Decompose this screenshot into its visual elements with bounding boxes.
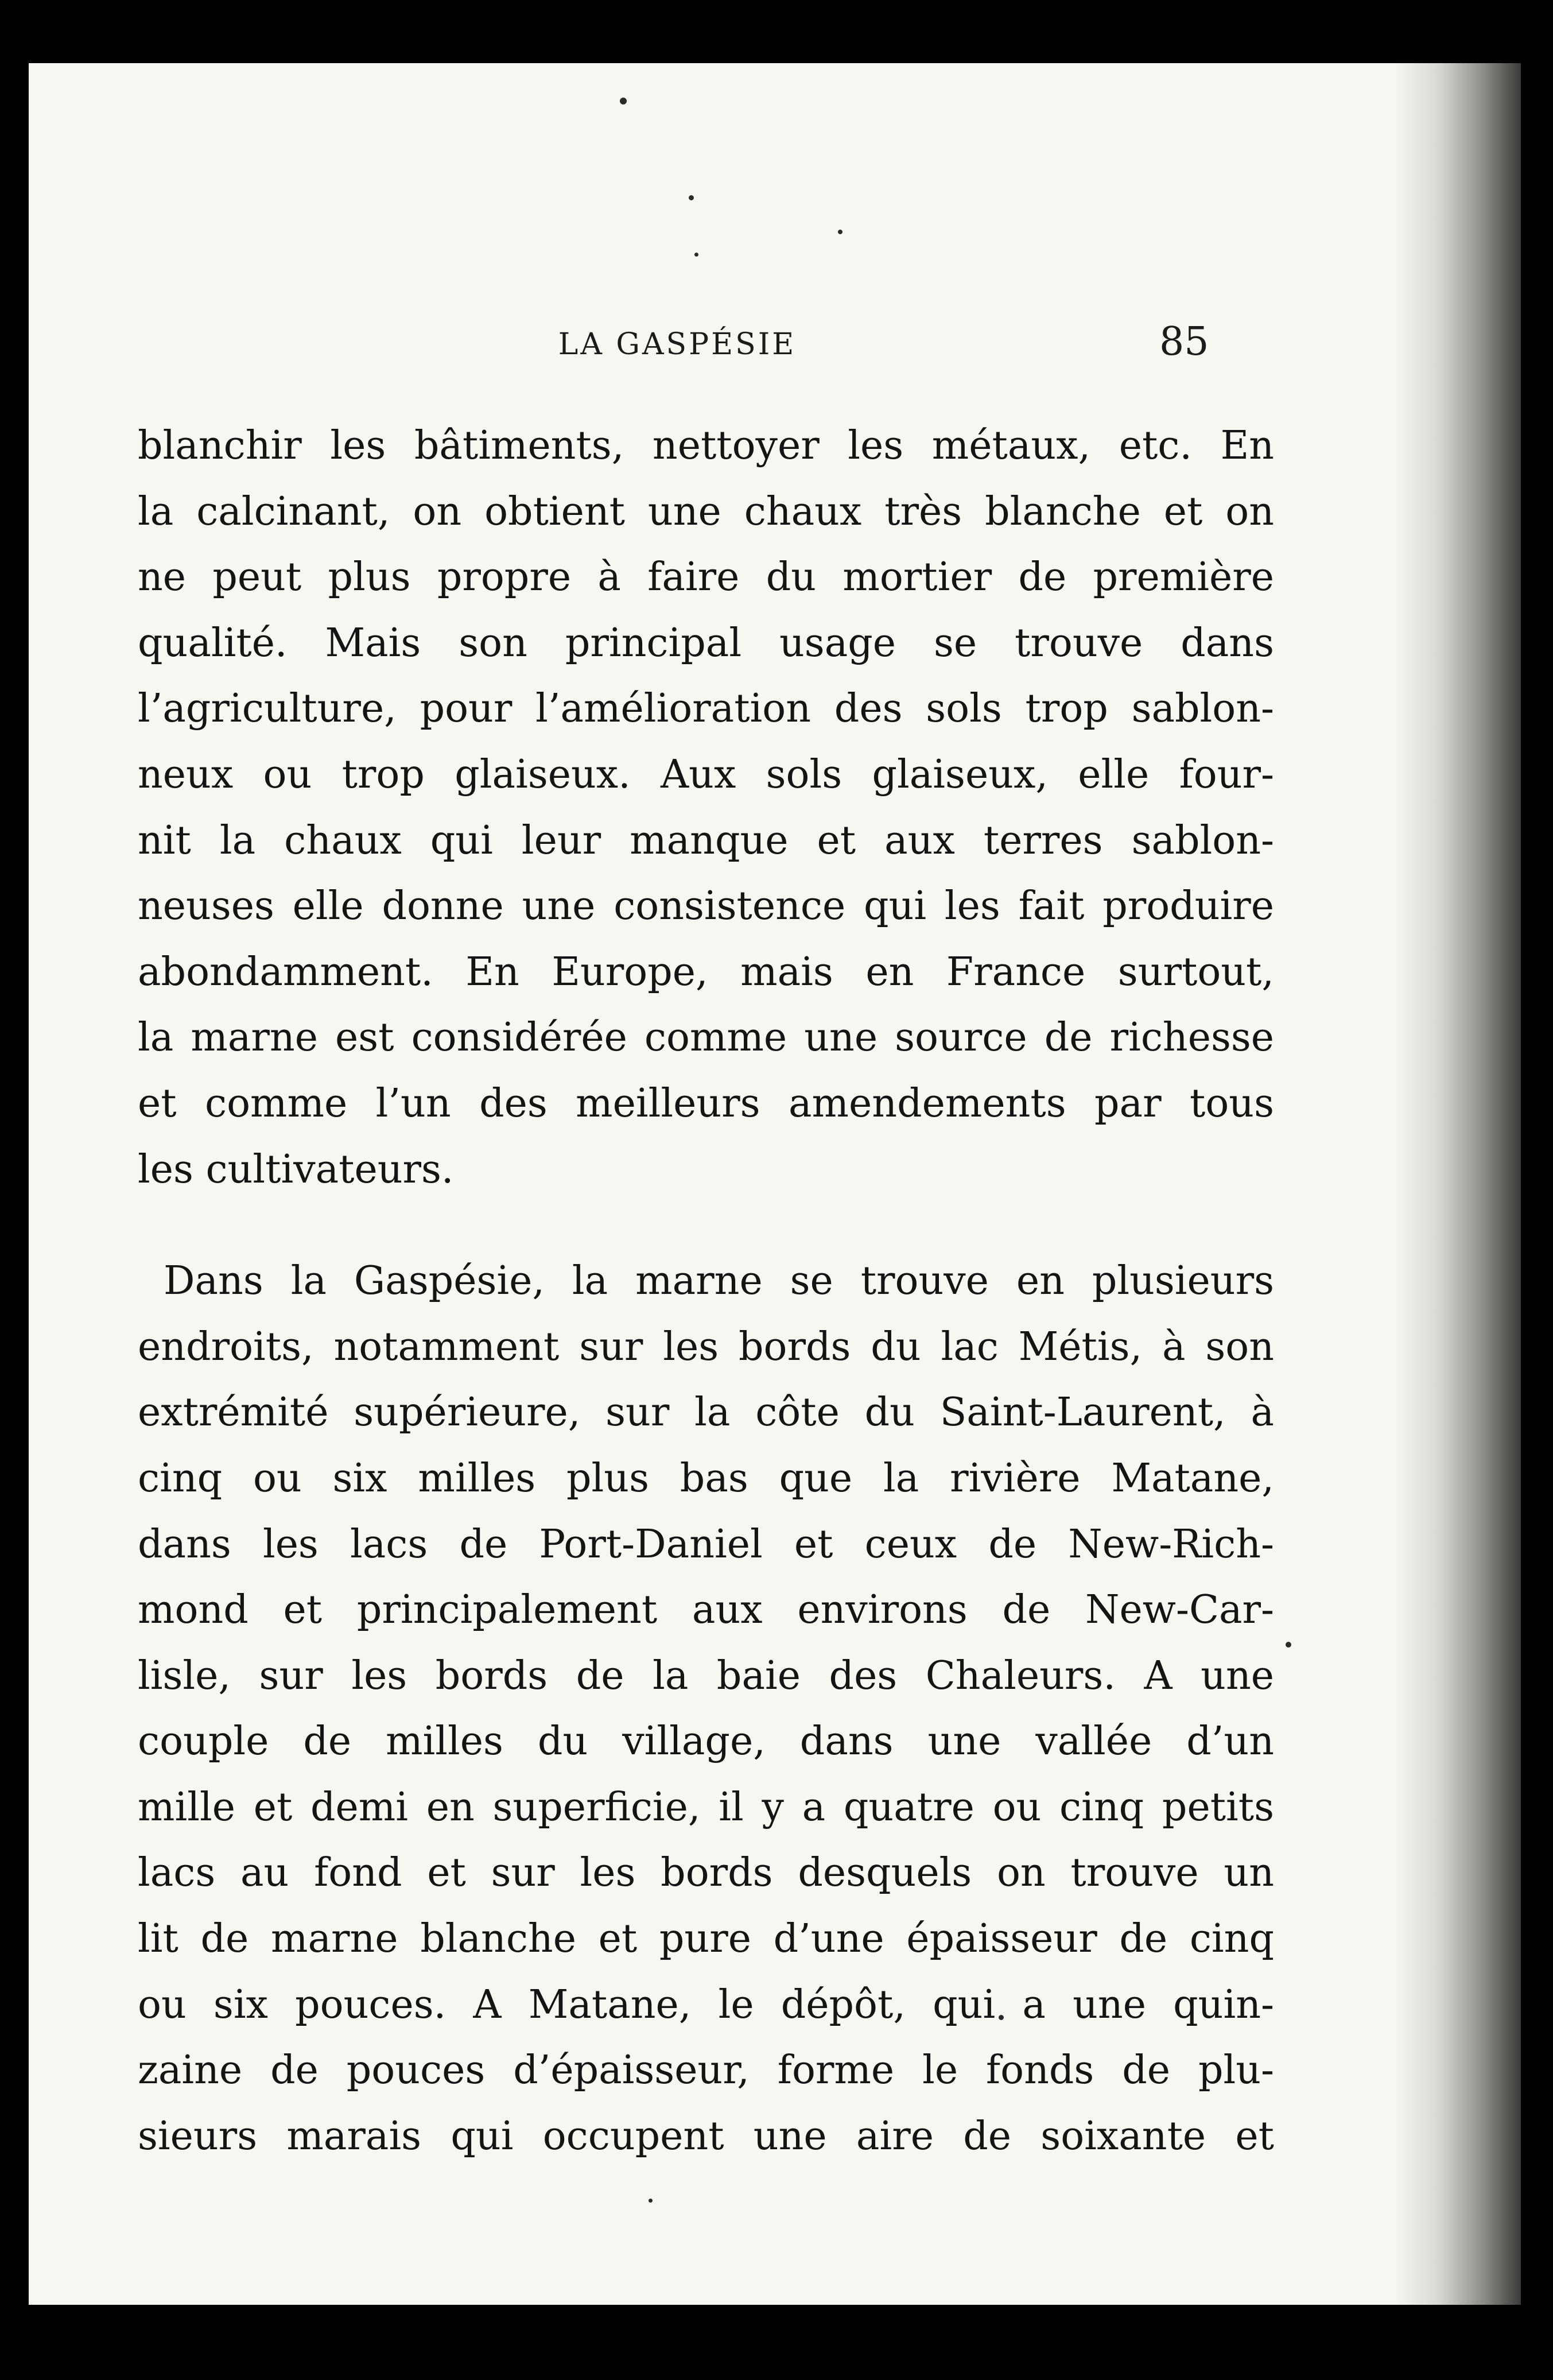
paragraph-1: [138, 413, 1274, 1203]
text-line: cinq ou six milles plus bas que la rivière Matane,: [138, 1455, 1274, 1501]
text-line: ne peut plus propre à faire du mortier de première: [138, 555, 1274, 600]
text-line: abondamment. En Europe, mais en France surtout,: [138, 949, 1274, 995]
text-line: dans les lacs de Port-Daniel et ceux de New-Rich-: [138, 1521, 1274, 1567]
page-number: 85: [1159, 319, 1209, 365]
text-line: qualité. Mais son principal usage se trouve dans: [138, 620, 1274, 666]
text-line: zaine de pouces d’épaisseur, forme le fonds de plu-: [138, 2048, 1274, 2094]
ink-speck: [620, 98, 627, 104]
text-line: ou six pouces. A Matane, le dépôt, qui a une quin-: [138, 1982, 1274, 2028]
book-page: [29, 63, 1521, 2305]
text-line: blanchir les bâtiments, nettoyer les métaux, etc. En: [138, 423, 1274, 468]
text-line: lit de marne blanche et pure d’une épaisseur de cinq: [138, 1916, 1274, 1962]
paragraph-2: [138, 1249, 1274, 2169]
ink-speck: [689, 195, 694, 200]
text-line: les cultivateurs.: [138, 1146, 454, 1192]
running-title: LA GASPÉSIE: [558, 327, 797, 362]
text-line: Dans la Gaspésie, la marne se trouve en plusieurs: [164, 1258, 1274, 1304]
text-line: extrémité supérieure, sur la côte du Saint-Laurent, à: [138, 1390, 1274, 1436]
text-line: lacs au fond et sur les bords desquels on trouve un: [138, 1850, 1274, 1896]
text-line: mille et demi en superficie, il y a quatre ou cinq petits: [138, 1784, 1274, 1830]
text-line: mond et principalement aux environs de New-Car-: [138, 1587, 1274, 1633]
text-line: couple de milles du village, dans une vallée d’un: [138, 1719, 1274, 1765]
text-line: l’agriculture, pour l’amélioration des sols trop sablon-: [138, 686, 1274, 732]
text-line: endroits, notamment sur les bords du lac Métis, à son: [138, 1324, 1274, 1370]
running-head: [29, 316, 1521, 385]
ink-speck: [1286, 1642, 1291, 1648]
ink-speck: [694, 253, 698, 257]
text-line: la calcinant, on obtient une chaux très blanche et on: [138, 489, 1274, 534]
text-line: et comme l’un des meilleurs amendements par tous: [138, 1080, 1274, 1126]
text-line: neux ou trop glaiseux. Aux sols glaiseux, elle four-: [138, 751, 1274, 797]
text-line: nit la chaux qui leur manque et aux terres sablon-: [138, 817, 1274, 863]
body-text: [138, 413, 1274, 2169]
ink-speck: [838, 230, 842, 234]
paragraph-gap: [138, 1203, 1274, 1249]
text-line: la marne est considérée comme une source de richesse: [138, 1015, 1274, 1061]
text-line: sieurs marais qui occupent une aire de soixante et: [138, 2113, 1274, 2159]
text-line: neuses elle donne une consistence qui les fait produire: [138, 883, 1274, 929]
page-edge-shadow: [1395, 63, 1521, 2305]
text-line: lisle, sur les bords de la baie des Chaleurs. A une: [138, 1653, 1274, 1699]
ink-speck: [649, 2199, 653, 2203]
